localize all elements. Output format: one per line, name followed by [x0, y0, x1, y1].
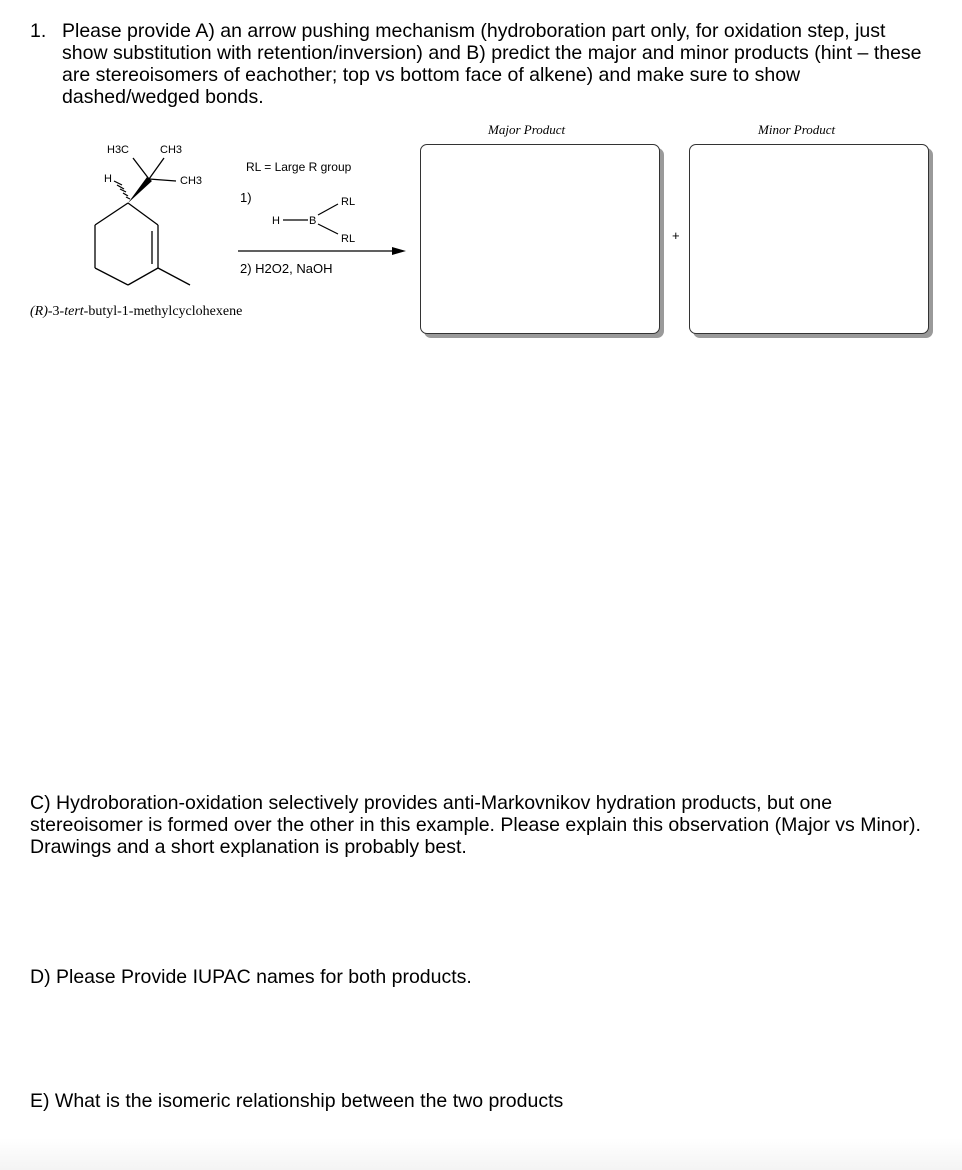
ch3-right-label: CH3	[180, 175, 203, 187]
page-footer-band	[0, 1138, 962, 1170]
borane-rl-bottom: RL	[341, 233, 356, 245]
minor-product-box[interactable]	[689, 144, 929, 334]
step-1-label: 1)	[240, 190, 252, 205]
ch3-top-label: CH3	[160, 144, 183, 156]
reaction-arrow	[238, 247, 406, 255]
major-product-box[interactable]	[420, 144, 660, 334]
hashed-bond	[114, 181, 130, 199]
rl-definition: RL = Large R group	[246, 160, 352, 174]
question-number: 1.	[30, 20, 47, 42]
part-e-text: E) What is the isomeric relationship between the two products	[30, 1090, 564, 1112]
compound-substituents: -butyl-1-methylcyclohexene	[83, 304, 243, 319]
borane-h: H	[272, 215, 280, 227]
reaction-scheme	[0, 130, 420, 430]
part-c-text: C) Hydroboration-oxidation selectively provides anti-Markovnikov hydration products, but one stereoisomer is formed over the other in this example. Please explain this observation (Major vs Minor). Drawings and a short explanation is probably best.	[30, 792, 921, 858]
h3c-label: H3C	[107, 144, 130, 156]
cyclohexene-ring	[95, 203, 190, 285]
compound-tert: tert	[64, 304, 84, 319]
compound-position: -3-	[47, 304, 65, 319]
borane-structure	[272, 196, 355, 245]
compound-name	[30, 304, 242, 320]
major-product-label: Major Product	[488, 122, 566, 137]
h-label: H	[104, 173, 112, 185]
wedge-bond	[128, 177, 152, 203]
borane-b: B	[309, 215, 317, 227]
compound-config: (R)	[30, 304, 48, 319]
tert-butyl-bonds	[133, 158, 176, 181]
part-d-text: D) Please Provide IUPAC names for both products.	[30, 966, 472, 988]
step-2-label: 2) H2O2, NaOH	[240, 261, 333, 276]
minor-product-label: Minor Product	[758, 122, 836, 137]
question-text: Please provide A) an arrow pushing mechanism (hydroboration part only, for oxidation step, just show substitution with retention/inversion) and B) predict the major and minor products (hint – these are stereoisomers of eachother; top vs bottom face of alkene) and make sure to show dashed/wedged bonds.	[62, 20, 922, 108]
borane-rl-top: RL	[341, 196, 356, 208]
plus-sign: +	[672, 228, 680, 243]
